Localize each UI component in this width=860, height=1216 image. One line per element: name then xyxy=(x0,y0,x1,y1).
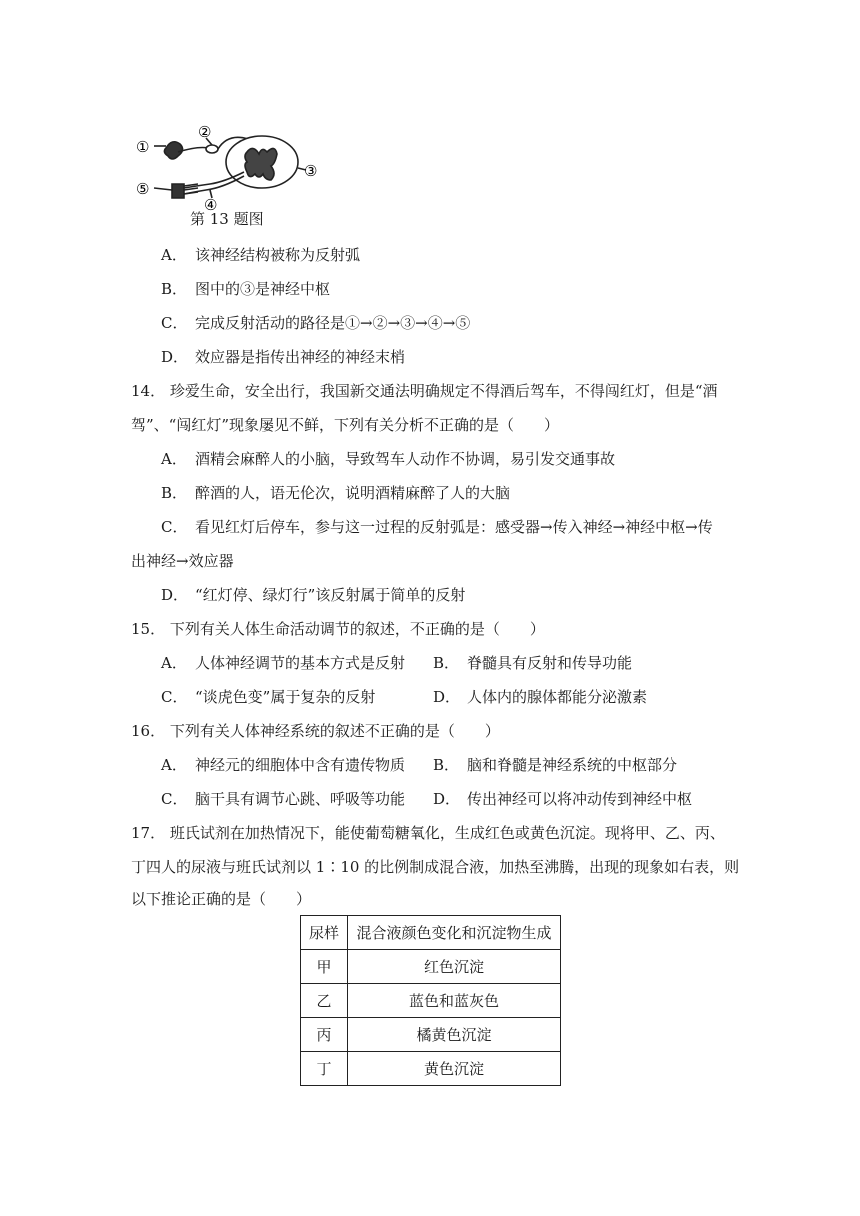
q14-option-c-continued: 出神经→效应器 xyxy=(131,552,234,570)
option-text: “谈虎色变”属于复杂的反射 xyxy=(195,688,376,706)
option-text: 人体神经调节的基本方式是反射 xyxy=(195,654,406,672)
table-header-row xyxy=(301,916,561,950)
urine-test-table xyxy=(300,915,561,1086)
option-letter: C． xyxy=(161,518,188,536)
q14-option-d xyxy=(161,585,465,605)
option-letter: B． xyxy=(161,280,188,298)
option-text: 该神经结构被称为反射弧 xyxy=(195,246,361,264)
option-letter: D． xyxy=(161,348,189,366)
option-text: 传出神经可以将冲动传到神经中枢 xyxy=(467,790,693,808)
option-text: 效应器是指传出神经的神经末梢 xyxy=(195,348,406,366)
q17-stem-line3: 以下推论正确的是（ ） xyxy=(131,890,312,908)
table-cell: 红色沉淀 xyxy=(348,950,561,984)
option-text: 醉酒的人，语无伦次，说明酒精麻醉了人的大脑 xyxy=(195,484,511,502)
q16-stem: 16． 下列有关人体神经系统的叙述不正确的是（ ） xyxy=(131,722,500,740)
table-cell: 乙 xyxy=(301,984,348,1018)
table-row xyxy=(301,1052,561,1086)
label-2: ② xyxy=(198,123,212,141)
option-letter: A． xyxy=(161,756,187,774)
option-letter: C． xyxy=(161,314,188,332)
table-header: 尿样 xyxy=(301,916,348,950)
table-cell: 橘黄色沉淀 xyxy=(348,1018,561,1052)
q17-stem-line2: 丁四人的尿液与班氏试剂以 1∶10 的比例制成混合液，加热至沸腾，出现的现象如右表，则 xyxy=(131,858,740,876)
q16-option-c xyxy=(161,789,405,809)
option-letter: D． xyxy=(433,790,461,808)
option-text: 人体内的腺体都能分泌激素 xyxy=(467,688,648,706)
q13-option-d xyxy=(161,347,405,367)
option-text: 看见红灯后停车，参与这一过程的反射弧是：感受器→传入神经→神经中枢→传 xyxy=(195,518,713,536)
option-letter: A． xyxy=(161,246,187,264)
table-cell: 丙 xyxy=(301,1018,348,1052)
option-letter: C． xyxy=(161,790,188,808)
table-cell: 黄色沉淀 xyxy=(348,1052,561,1086)
table-cell: 蓝色和蓝灰色 xyxy=(348,984,561,1018)
table-row xyxy=(301,984,561,1018)
q14-option-a xyxy=(161,449,615,469)
option-letter: D． xyxy=(433,688,461,706)
q17-stem-line1: 17． 班氏试剂在加热情况下，能使葡萄糖氧化，生成红色或黄色沉淀。现将甲、乙、丙、 xyxy=(131,824,725,842)
label-4: ④ xyxy=(204,196,218,212)
reflex-arc-figure xyxy=(132,122,332,230)
q14-stem-line2: 驾”、“闯红灯”现象屡见不鲜，下列有关分析不正确的是（ ） xyxy=(131,416,560,434)
q16-option-d xyxy=(433,789,692,809)
q13-option-c xyxy=(161,313,470,333)
option-letter: D． xyxy=(161,586,189,604)
figure-caption: 第 13 题图 xyxy=(190,210,264,228)
option-letter: C． xyxy=(161,688,188,706)
q14-option-c xyxy=(161,517,713,537)
q15-option-d xyxy=(433,687,647,707)
option-letter: B． xyxy=(161,484,188,502)
table-cell: 甲 xyxy=(301,950,348,984)
option-text: 脊髓具有反射和传导功能 xyxy=(467,654,633,672)
label-5: ⑤ xyxy=(136,180,150,198)
q16-option-a xyxy=(161,755,405,775)
q15-option-b xyxy=(433,653,632,673)
reflex-arc-diagram xyxy=(132,122,332,212)
table-header: 混合液颜色变化和沉淀物生成 xyxy=(348,916,561,950)
option-letter: A． xyxy=(161,450,187,468)
option-text: “红灯停、绿灯行”该反射属于简单的反射 xyxy=(195,586,466,604)
q14-option-b xyxy=(161,483,510,503)
option-text: 酒精会麻醉人的小脑，导致驾车人动作不协调，易引发交通事故 xyxy=(195,450,616,468)
q15-stem: 15． 下列有关人体生命活动调节的叙述，不正确的是（ ） xyxy=(131,620,545,638)
table-row xyxy=(301,950,561,984)
option-text: 脑和脊髓是神经系统的中枢部分 xyxy=(467,756,678,774)
option-letter: B． xyxy=(433,756,460,774)
q14-stem-line1: 14． 珍爱生命，安全出行，我国新交通法明确规定不得酒后驾车，不得闯红灯，但是“酒 xyxy=(131,382,718,400)
q13-option-b xyxy=(161,279,330,299)
q15-option-a xyxy=(161,653,405,673)
table-cell: 丁 xyxy=(301,1052,348,1086)
table-row xyxy=(301,1018,561,1052)
q15-option-c xyxy=(161,687,375,707)
label-1: ① xyxy=(136,138,150,156)
option-letter: A． xyxy=(161,654,187,672)
option-text: 脑干具有调节心跳、呼吸等功能 xyxy=(195,790,406,808)
q16-option-b xyxy=(433,755,677,775)
option-text: 图中的③是神经中枢 xyxy=(195,280,331,298)
option-letter: B． xyxy=(433,654,460,672)
option-text: 神经元的细胞体中含有遗传物质 xyxy=(195,756,406,774)
option-text: 完成反射活动的路径是①→②→③→④→⑤ xyxy=(195,314,471,332)
q13-option-a xyxy=(161,245,360,265)
label-3: ③ xyxy=(304,162,318,180)
